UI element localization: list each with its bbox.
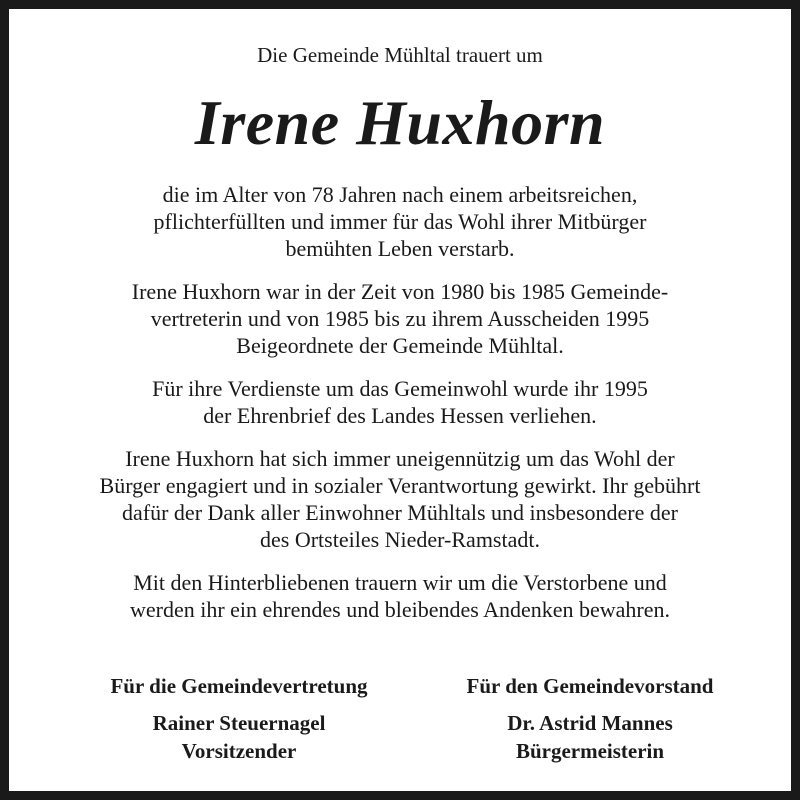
- text-line: der Ehrenbrief des Landes Hessen verliehen.: [203, 403, 597, 428]
- paragraph-gratitude: [49, 445, 751, 553]
- text-line: bemühten Leben verstarb.: [285, 236, 515, 261]
- text-line: Für ihre Verdienste um das Gemeinwohl wurde ihr 1995: [152, 376, 648, 401]
- text-line: vertreterin und von 1985 bis zu ihrem Ausscheiden 1995: [150, 306, 650, 331]
- signature-role: Für die Gemeindevertretung: [110, 674, 368, 698]
- text-line: des Ortsteiles Nieder-Ramstadt.: [260, 527, 540, 552]
- obituary-body: [49, 181, 751, 639]
- signature-role: Für den Gemeindevorstand: [466, 674, 714, 698]
- paragraph-offices: [49, 278, 751, 359]
- text-line: werden ihr ein ehrendes und bleibendes Andenken bewahren.: [129, 597, 671, 622]
- paragraph-life: [49, 181, 751, 262]
- signature-board: [420, 672, 760, 765]
- text-line: Bürger engagiert und in sozialer Verantwortung gewirkt. Ihr gebührt: [99, 473, 701, 498]
- signature-name: Dr. Astrid Mannes: [507, 711, 673, 735]
- text-line: dafür der Dank aller Einwohner Mühltals und insbesondere der: [122, 500, 678, 525]
- text-line: Mit den Hinterbliebenen trauern wir um die Verstorbene und: [133, 570, 667, 595]
- signature-block: [9, 672, 791, 772]
- text-line: pflichterfüllten und immer für das Wohl ihrer Mitbürger: [153, 209, 647, 234]
- paragraph-condolence: [49, 569, 751, 623]
- intro-line: Die Gemeinde Mühltal trauert um: [257, 43, 543, 67]
- text-line: Irene Huxhorn war in der Zeit von 1980 bis 1985 Gemeinde-: [131, 279, 669, 304]
- deceased-name: Irene Huxhorn: [194, 87, 606, 158]
- text-line: die im Alter von 78 Jahren nach einem arbeitsreichen,: [162, 182, 638, 207]
- text-line: Irene Huxhorn hat sich immer uneigennützig um das Wohl der: [125, 446, 675, 471]
- signature-council: [69, 672, 409, 765]
- signature-title: Vorsitzender: [181, 739, 297, 763]
- signature-name: Rainer Steuernagel: [152, 711, 326, 735]
- text-line: Beigeordnete der Gemeinde Mühltal.: [236, 333, 564, 358]
- signature-title: Bürgermeisterin: [515, 739, 665, 763]
- paragraph-honors: [49, 375, 751, 429]
